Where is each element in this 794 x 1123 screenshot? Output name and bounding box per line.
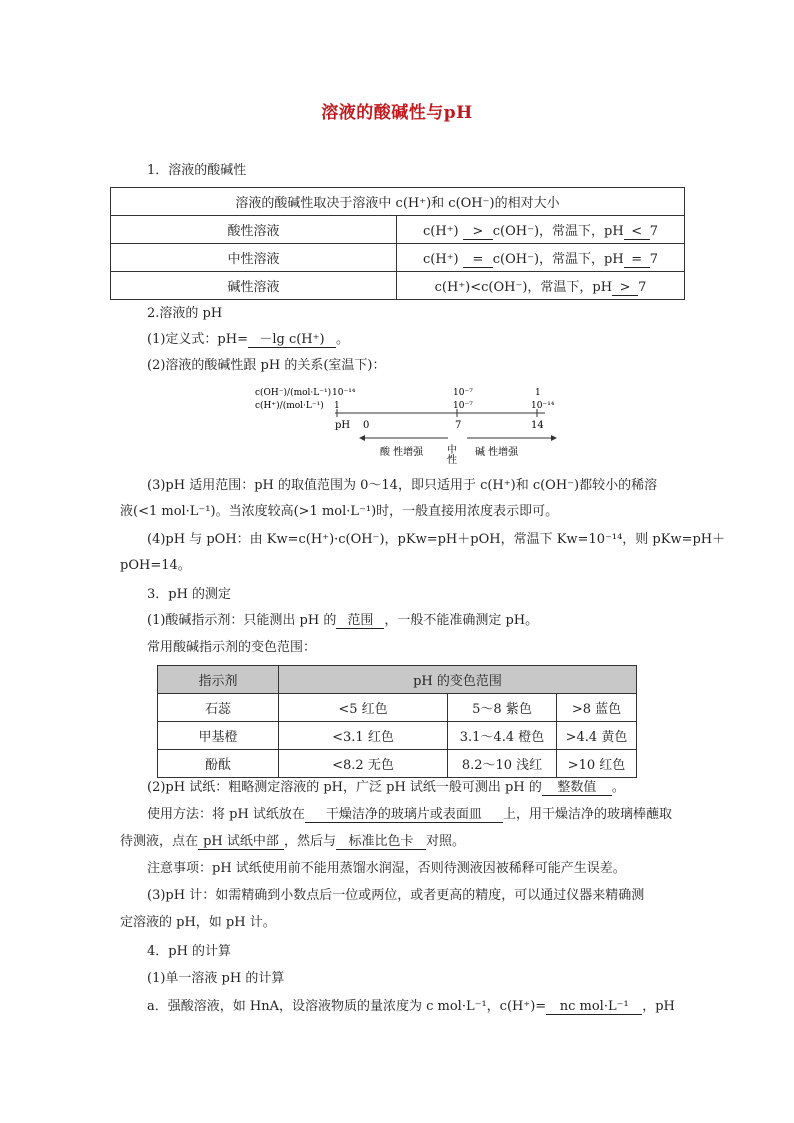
tick-label: 10⁻¹⁴: [531, 401, 555, 411]
table-cell: 酚酞: [158, 750, 279, 778]
paragraph: 液(<1 mol·L⁻¹)。当浓度较高(>1 mol·L⁻¹)时，一般直接用浓度表示即可。: [120, 504, 559, 519]
cell-text: 7: [649, 251, 658, 267]
acid-arrowhead: [359, 435, 365, 441]
section-1-heading: 1．溶液的酸碱性: [147, 163, 247, 178]
acidity-table-header: 溶液的酸碱性取决于溶液中 c(H⁺)和 c(OH⁻)的相对大小: [111, 188, 685, 216]
tick-label: 10⁻¹⁴: [332, 388, 356, 398]
base-label: 碱 性增强: [475, 447, 519, 458]
text: (1)酸碱指示剂：只能测出 pH 的: [147, 613, 337, 628]
table-header-cell: 指示剂: [158, 666, 279, 694]
diagram-label-ph: pH: [335, 420, 351, 431]
section-4-heading: 4．pH 的计算: [147, 944, 232, 959]
table-cell: 石蕊: [158, 694, 279, 722]
paragraph: (3)pH 适用范围：pH 的取值范围为 0～14，即只适用于 c(H⁺)和 c(OH⁻)都较小的稀溶: [147, 478, 658, 493]
paragraph: (2)溶液的酸碱性跟 pH 的关系(室温下)：: [147, 358, 386, 373]
fill-answer: =: [624, 253, 650, 268]
diagram-label-oh: c(OH⁻)/(mol·L⁻¹): [255, 388, 332, 398]
table-row: [158, 722, 637, 750]
cell-text: c(OH⁻)，常温下，pH: [492, 251, 624, 267]
table-row: [111, 244, 685, 272]
table-row: [158, 750, 637, 778]
base-arrowhead: [551, 435, 557, 441]
text: 待测液，点在: [120, 834, 199, 849]
text: 。: [611, 780, 625, 795]
paragraph: [120, 833, 465, 851]
fill-answer: >: [463, 225, 493, 240]
paragraph: [147, 806, 672, 824]
tick-label: 0: [363, 420, 370, 431]
section-3-heading: 3．pH 的测定: [147, 587, 232, 602]
text: a．强酸溶液，如 HnA，设溶液物质的量浓度为 c mol·L⁻¹，c(H⁺)=: [147, 999, 547, 1014]
cell-text: 7: [638, 279, 647, 295]
paragraph: [147, 612, 538, 630]
paragraph: (1)单一溶液 pH 的计算: [147, 971, 285, 986]
table-cell: <8.2 无色: [279, 750, 448, 778]
cell-text: c(H⁺): [423, 251, 459, 267]
table-cell: 酸性溶液: [111, 216, 397, 244]
paragraph: [147, 331, 349, 349]
paragraph: pOH=14。: [120, 558, 191, 573]
table-cell: 甲基橙: [158, 722, 279, 750]
table-cell: <3.1 红色: [279, 722, 448, 750]
paragraph: (3)pH 计：如需精确到小数点后一位或两位，或者更高的精度，可以通过仪器来精确测: [147, 888, 645, 903]
cell-text: 7: [649, 223, 658, 239]
paragraph: (4)pH 与 pOH：由 Kw=c(H⁺)·c(OH⁻)，pKw=pH＋pOH，常温下 Kw=10⁻¹⁴，则 pKw=pH＋: [147, 532, 726, 547]
paragraph: 定溶液的 pH，如 pH 计。: [120, 915, 276, 930]
table-row: [111, 272, 685, 300]
tick-label: 1: [535, 388, 541, 398]
fill-answer: 范围: [336, 614, 384, 629]
table-cell: 3.1～4.4 橙色: [448, 722, 557, 750]
fill-answer: 整数值: [542, 781, 612, 796]
diagram-label-h: c(H⁺)/(mol·L⁻¹): [255, 401, 324, 411]
table-cell: >4.4 黄色: [557, 722, 637, 750]
neutral-label: 中性: [444, 444, 456, 464]
paragraph: [147, 998, 675, 1016]
paragraph: 注意事项：pH 试纸使用前不能用蒸馏水润湿，否则待测液因被稀释可能产生误差。: [147, 861, 626, 876]
section-2-heading: 2.溶液的 pH: [147, 306, 223, 321]
table-cell: [397, 216, 685, 244]
tick-label: 10⁻⁷: [453, 388, 473, 398]
fill-answer: =: [463, 253, 493, 268]
table-cell: >8 蓝色: [557, 694, 637, 722]
text: 。: [335, 332, 349, 347]
table-cell: <5 红色: [279, 694, 448, 722]
tick-label: 10⁻⁷: [453, 401, 473, 411]
fill-answer: <: [624, 225, 650, 240]
paragraph: 常用酸碱指示剂的变色范围：: [147, 640, 317, 655]
table-cell: 5～8 紫色: [448, 694, 557, 722]
table-row: [158, 694, 637, 722]
text: ，然后与: [284, 834, 337, 849]
cell-text: c(H⁺): [423, 223, 459, 239]
text: 使用方法：将 pH 试纸放在: [147, 807, 305, 822]
table-cell: 8.2～10 浅红: [448, 750, 557, 778]
indicator-table: [157, 665, 637, 778]
table-header-cell: pH 的变色范围: [279, 666, 637, 694]
text: (1)定义式：pH=: [147, 332, 248, 347]
table-cell: [397, 272, 685, 300]
page-title: 溶液的酸碱性与pH: [321, 103, 473, 123]
tick-label: 7: [455, 420, 462, 431]
cell-text: c(OH⁻)，常温下，pH: [492, 223, 624, 239]
table-row: [111, 216, 685, 244]
table-cell: 中性溶液: [111, 244, 397, 272]
text: 对照。: [426, 834, 466, 849]
table-cell: 碱性溶液: [111, 272, 397, 300]
acidity-table: [110, 187, 685, 300]
table-header-row: [158, 666, 637, 694]
fill-answer: 标准比色卡: [336, 835, 426, 850]
table-cell: [397, 244, 685, 272]
fill-answer: －lg c(H⁺): [248, 333, 336, 348]
paragraph: [147, 779, 625, 797]
fill-answer: nc mol·L⁻¹: [546, 1000, 642, 1015]
fill-answer: 干燥洁净的玻璃片或表面皿: [305, 808, 503, 823]
ph-scale-diagram: [255, 382, 565, 467]
text: (2)pH 试纸：粗略测定溶液的 pH，广泛 pH 试纸一般可测出 pH 的: [147, 780, 542, 795]
text: ，一般不能准确测定 pH。: [384, 613, 539, 628]
table-cell: >10 红色: [557, 750, 637, 778]
text: ，pH: [642, 999, 675, 1014]
fill-answer: >: [612, 281, 638, 296]
tick-label: 1: [334, 401, 340, 411]
acid-label: 酸 性增强: [380, 447, 424, 458]
fill-answer: pH 试纸中部: [198, 835, 284, 850]
cell-text: c(H⁺)<c(OH⁻)，常温下，pH: [434, 279, 613, 295]
tick-label: 14: [531, 420, 544, 431]
text: 上，用干燥洁净的玻璃棒蘸取: [502, 807, 672, 822]
